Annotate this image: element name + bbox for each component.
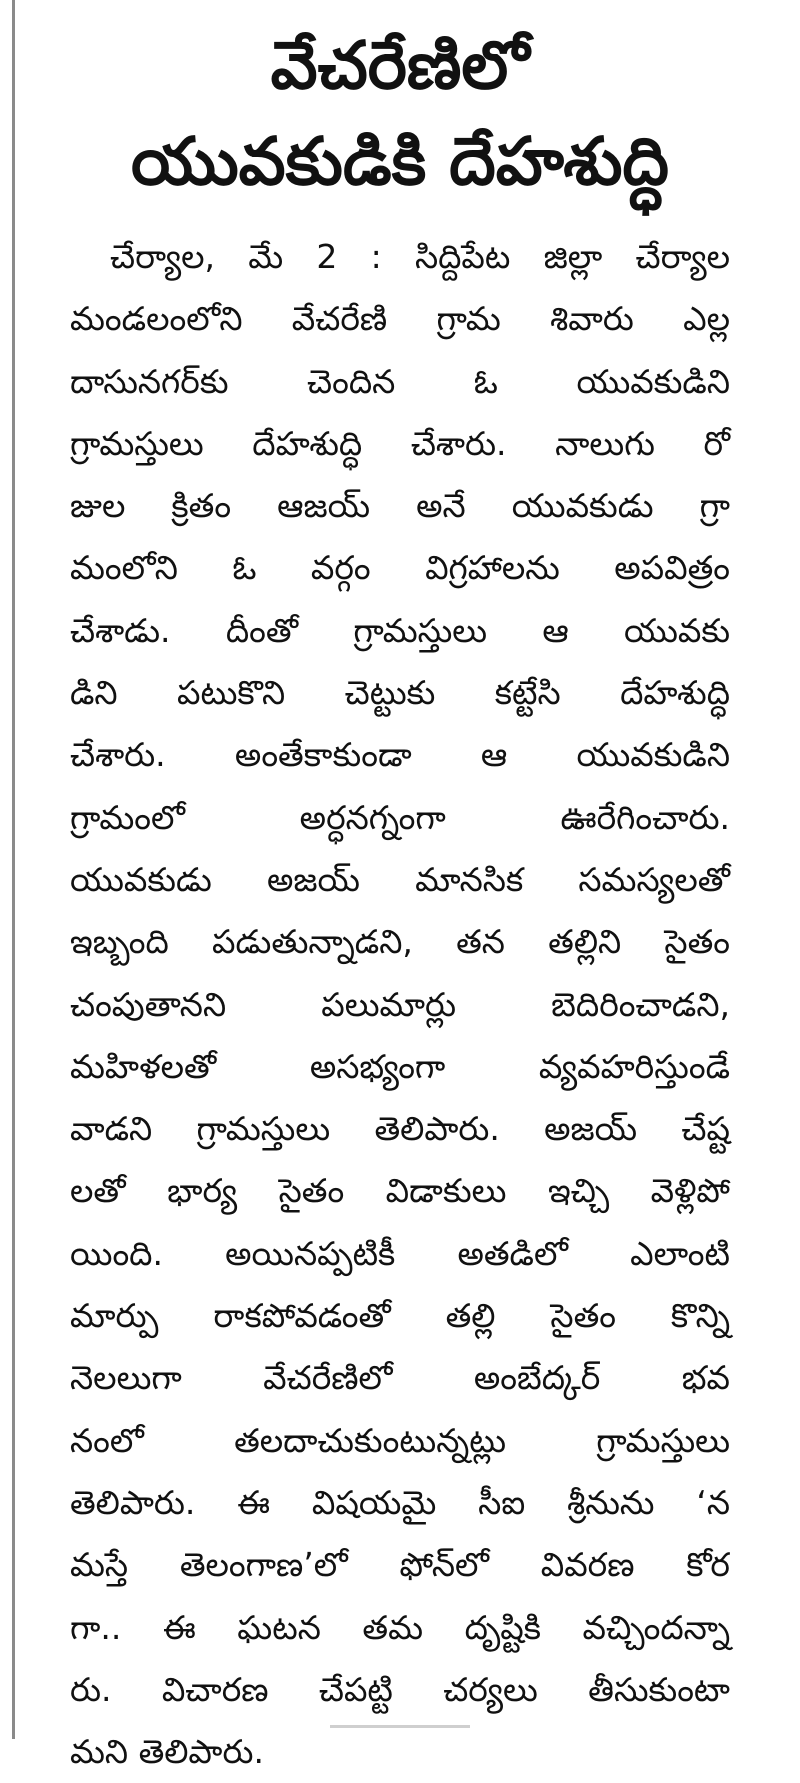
bottom-divider xyxy=(330,1725,470,1742)
body-line: ఇబ్బంది పడుతున్నాడని, తన తల్లిని సైతం xyxy=(70,922,730,962)
body-line: చేశారు. అంతేకాకుండా ఆ యువకుడిని xyxy=(70,735,730,775)
body-line: జుల క్రితం ఆజయ్ అనే యువకుడు గ్రా xyxy=(70,486,730,526)
body-line: డిని పటుకొని చెట్టుకు కట్టేసి దేహశుద్ధి xyxy=(70,673,730,713)
body-line: చేర్యాల, మే 2 : సిద్దిపేట జిల్లా చేర్యాల xyxy=(110,237,730,276)
body-line: లతో భార్య సైతం విడాకులు ఇచ్చి వెళ్లిపో xyxy=(70,1171,730,1211)
headline-line-1: వేచరేణిలో xyxy=(270,27,530,104)
column-divider-line xyxy=(12,0,15,1739)
body-line: రు. విచారణ చేపట్టి చర్యలు తీసుకుంటా xyxy=(70,1669,730,1709)
headline-line-2: యువకుడికి దేహశుద్ధి xyxy=(130,123,670,200)
body-line: యువకుడు అజయ్ మానసిక సమస్యలతో xyxy=(70,859,730,899)
body-line: చంపుతానని పలుమార్లు బెదిరించాడని, xyxy=(70,984,730,1024)
body-line: యింది. అయినప్పటికీ అతడిలో ఎలాంటి xyxy=(70,1233,730,1273)
headline xyxy=(70,18,730,210)
body-line: గ్రామంలో అర్ధనగ్నంగా ఊరేగించారు. xyxy=(70,797,730,837)
body-line: మండలంలోని వేచరేణి గ్రామ శివారు ఎల్ల xyxy=(70,299,730,339)
body-line: నెలలుగా వేచరేణిలో అంబేద్కర్ భవ xyxy=(70,1358,730,1398)
body-line: చేశాడు. దీంతో గ్రామస్తులు ఆ యువకు xyxy=(70,610,730,650)
body-line: మస్తే తెలంగాణ’లో ఫోన్‌లో వివరణ కోర xyxy=(70,1545,730,1585)
body-line: వాడని గ్రామస్తులు తెలిపారు. అజయ్ చేష్ట xyxy=(70,1109,730,1149)
article-body xyxy=(70,226,730,1783)
body-line: నంలో తలదాచుకుంటున్నట్లు గ్రామస్తులు xyxy=(70,1420,730,1460)
body-line: మార్పు రాకపోవడంతో తల్లి సైతం కొన్ని xyxy=(70,1296,730,1336)
news-article xyxy=(70,18,730,1783)
body-line: దాసునగర్‌కు చెందిన ఓ యువకుడిని xyxy=(70,361,730,401)
body-line: తెలిపారు. ఈ విషయమై సీఐ శ్రీనును ‘న xyxy=(70,1482,730,1522)
body-line: మని తెలిపారు. xyxy=(70,1732,264,1772)
body-line: మంలోని ఓ వర్గం విగ్రహాలను అపవిత్రం xyxy=(70,548,730,588)
body-line: గా.. ఈ ఘటన తమ దృష్టికి వచ్చిందన్నా xyxy=(70,1607,730,1647)
body-line: మహిళలతో అసభ్యంగా వ్యవహరిస్తుండే xyxy=(70,1046,730,1086)
body-line: గ్రామస్తులు దేహశుద్ధి చేశారు. నాలుగు రో xyxy=(70,423,730,463)
